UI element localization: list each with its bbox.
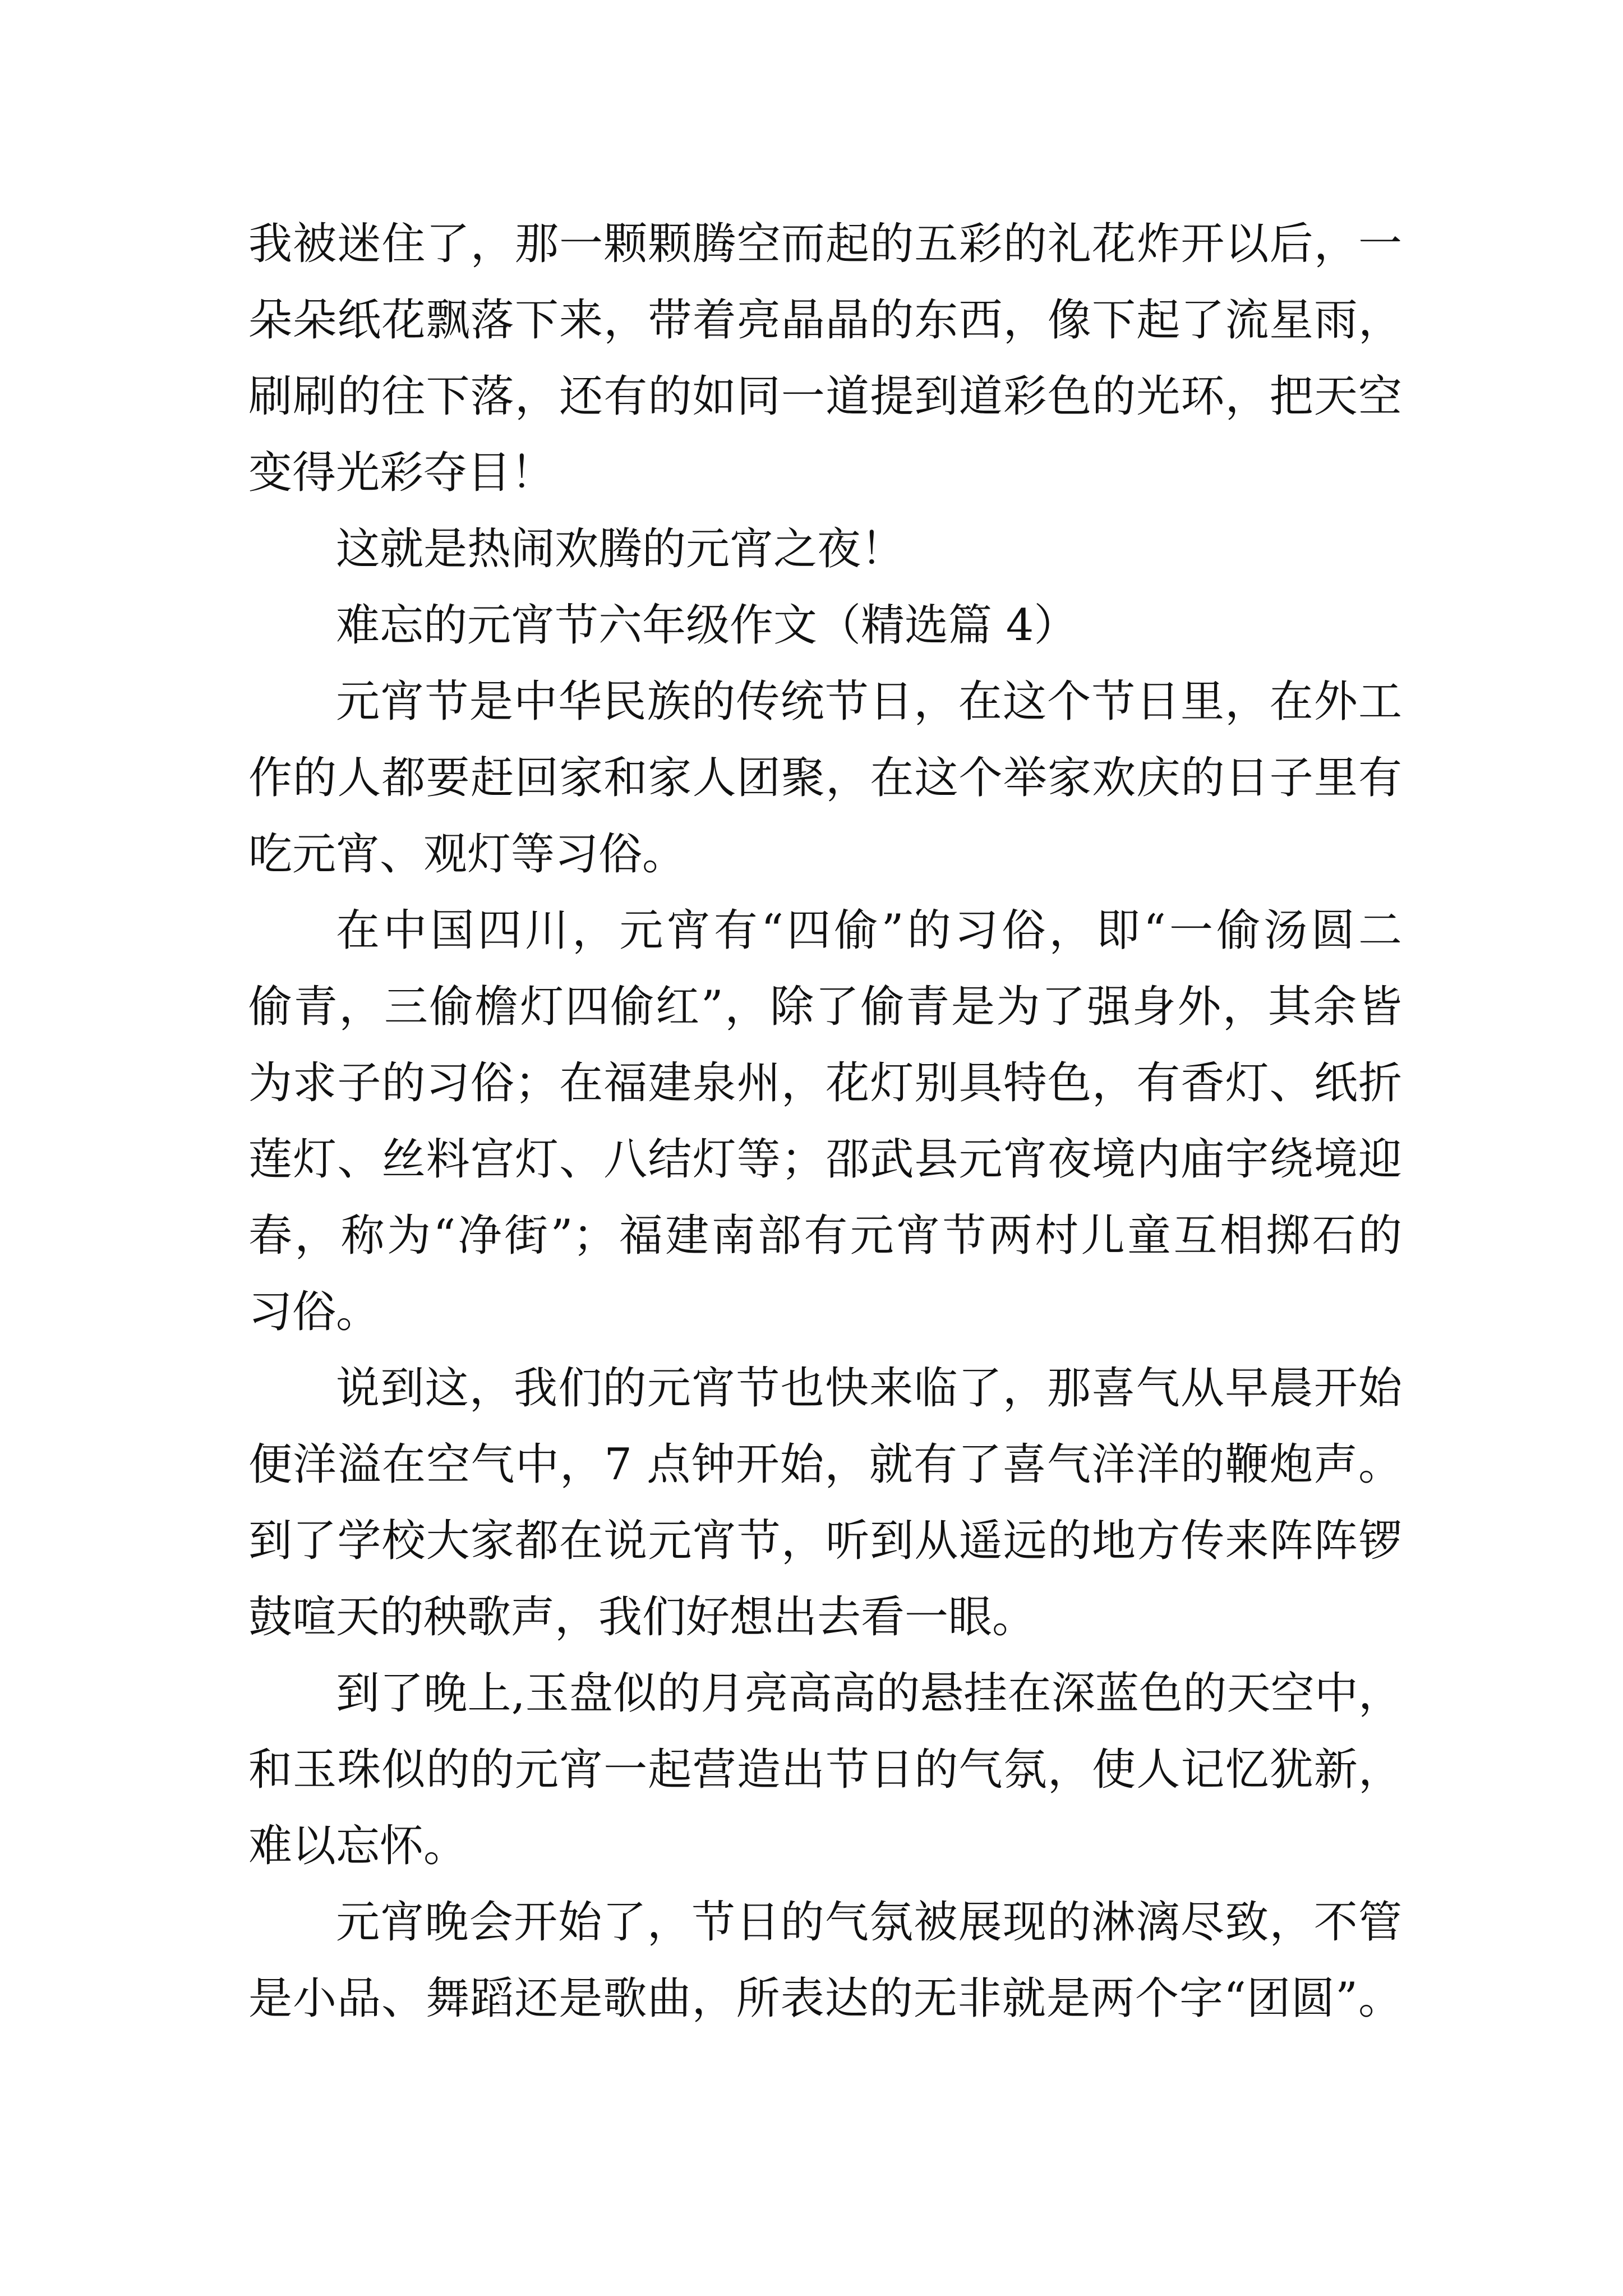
text-line: 吃元宵、观灯等习俗。 [248,829,686,880]
text-line: 到了学校大家都在说元宵节，听到从遥远的地方传来阵阵锣 [248,1516,1402,1566]
text-line: 元宵节是中华民族的传统节日，在这个节日里，在外工 [336,677,1402,727]
text-line: 朵朵纸花飘落下来，带着亮晶晶的东西，像下起了流星雨， [248,295,1402,346]
text-line: 刷刷的往下落，还有的如同一道提到道彩色的光环，把天空 [248,371,1402,422]
text-line: 我被迷住了，那一颗颗腾空而起的五彩的礼花炸开以后，一 [248,219,1402,269]
text-line: 偷青，三偷檐灯四偷红”，除了偷青是为了强身外，其余皆 [248,982,1402,1032]
paragraph [248,1884,1402,2037]
text-line: 元宵晚会开始了，节日的气氛被展现的淋漓尽致，不管 [336,1897,1402,1948]
section-heading-text: 难忘的元宵节六年级作文（精选篇 4） [336,600,1078,651]
text-line: 为求子的习俗；在福建泉州，花灯别具特色，有香灯、纸折 [248,1058,1402,1108]
paragraph-closing [248,511,1402,587]
paragraph [248,892,1402,1350]
text-line: 说到这，我们的元宵节也快来临了，那喜气从早晨开始 [336,1363,1402,1414]
document-body [248,206,1402,2037]
paragraph [248,1350,1402,1655]
paragraph-continuation [248,206,1402,511]
paragraph [248,1655,1402,1884]
text-line: 鼓喧天的秧歌声，我们好想出去看一眼。 [248,1592,1036,1642]
paragraph [248,664,1402,892]
text-line: 和玉珠似的的元宵一起营造出节日的气氛，使人记忆犹新， [248,1745,1402,1795]
text-line: 便洋溢在空气中，7 点钟开始，就有了喜气洋洋的鞭炮声。 [248,1439,1402,1490]
text-line: 作的人都要赶回家和家人团聚，在这个举家欢庆的日子里有 [248,753,1402,803]
text-line: 习俗。 [248,1287,380,1337]
text-line: 在中国四川，元宵有“四偷”的习俗，即“一偷汤圆二 [336,905,1402,956]
text-line: 难以忘怀。 [248,1821,468,1871]
text-line: 春，称为“净街”；福建南部有元宵节两村儿童互相掷石的 [248,1211,1402,1261]
text-line: 这就是热闹欢腾的元宵之夜！ [336,524,905,574]
text-line: 到了晚上,玉盘似的月亮高高的悬挂在深蓝色的天空中， [336,1668,1402,1719]
section-heading [248,587,1402,664]
text-line: 莲灯、丝料宫灯、八结灯等；邵武县元宵夜境内庙宇绕境迎 [248,1134,1402,1185]
text-line: 变得光彩夺目！ [248,448,555,498]
text-line: 是小品、舞蹈还是歌曲，所表达的无非就是两个字“团圆”。 [248,1973,1402,2024]
